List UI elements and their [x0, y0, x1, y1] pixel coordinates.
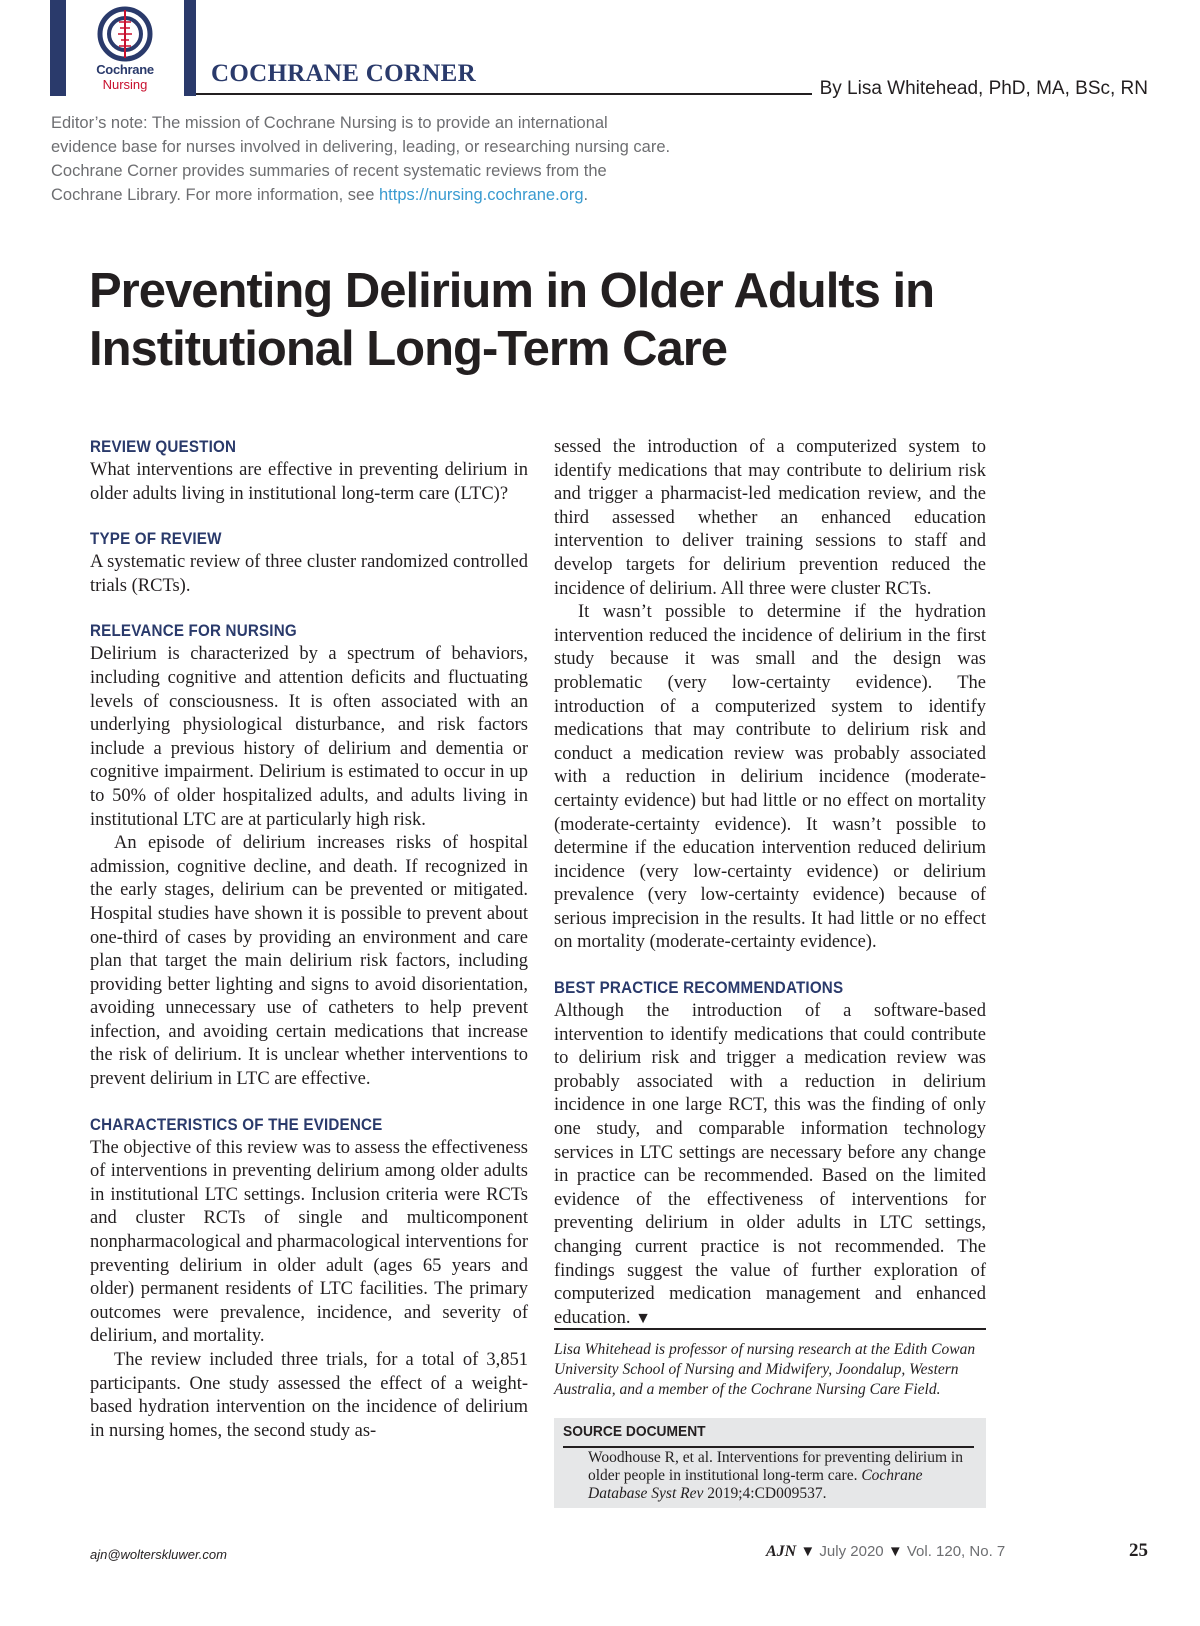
source-rule	[563, 1446, 974, 1448]
source-journal: Cochrane Database Syst Rev	[588, 1467, 923, 1502]
review-question-text: What interventions are effective in preventing delirium in older adults living in institutional long-term care (LTC)?	[90, 460, 528, 504]
author-bio: Lisa Whitehead is professor of nursing research at the Edith Cowan University School of Nursing and Midwifery, Joondalup, Western Australia, and a member of the Cochrane Nursing Care Field.	[554, 1341, 976, 1398]
end-of-article-icon: ▼	[635, 1309, 652, 1327]
section-label: COCHRANE CORNER	[211, 60, 476, 87]
best-practice-heading: BEST PRACTICE RECOMMENDATIONS	[554, 979, 844, 998]
cochrane-logo-icon	[80, 4, 170, 62]
editor-note-end: .	[583, 186, 589, 204]
left-column	[90, 436, 528, 1443]
editor-note-text: Editor’s note: The mission of Cochrane Nursing is to provide an international evidence base for nurses involved in delivering, leading, or researching nursing care. Cochrane Corner provides summaries of recent systematic reviews from the Cochrane Library. For more information, see	[51, 114, 671, 204]
triangle-icon: ▼	[800, 1543, 816, 1560]
relevance-paragraph-2: An episode of delirium increases risks of hospital admission, cognitive decline, and death. If recognized in the early stages, delirium can be prevented or mitigated. Hospital studies have shown it is possible to prevent about one-third of cases by providing an environment and care plan that target the main delirium risk factors, including providing better lighting and signs to avoid disorientation, avoiding unnecessary use of catheters to help prevent infection, and avoiding certain medications that increase the risk of delirium. It is unclear whether interventions to prevent delirium in LTC are effective.	[90, 833, 528, 1090]
source-reference: 2019;4:CD009537.	[703, 1485, 827, 1502]
relevance-paragraph-1: Delirium is characterized by a spectrum of behaviors, including cognitive and attention deficits and fluctuating levels of consciousness. It is often associated with an underlying physiological disturbance, and risk factors include a previous history of delirium and dementia or cognitive impairment. Delirium is estimated to occur in up to 50% of older hospitalized adults, and adults living in institutional LTC are at particularly high risk.	[90, 644, 528, 830]
type-of-review-heading: TYPE OF REVIEW	[90, 530, 222, 549]
source-citation	[588, 1449, 980, 1503]
triangle-icon-2: ▼	[887, 1543, 903, 1560]
characteristics-paragraph-1: The objective of this review was to assess the effectiveness of interventions in preventing delirium among older adults in institutional LTC settings. Inclusion criteria were RCTs and cluster RCTs of single and multicomponent nonpharmacological and pharmacological interventions for preventing delirium in older adult (ages 65 years and older) permanent residents of LTC facilities. The primary outcomes were prevalence, incidence, and severity of delirium, and mortality.	[90, 1137, 528, 1347]
journal-name: AJN	[766, 1543, 797, 1560]
continued-paragraph-2: It wasn’t possible to determine if the hydration intervention reduced the incidence of delirium in the first study because it was small and the design was problematic (very low-certainty evidence). The introduction of a computerized system to identify medications that may contribute to delirium risk and conduct a medication review was probably associated with a reduction in delirium incidence (moderate-certainty evidence) but had little or no effect on mortality (moderate-certainty evidence). It wasn’t possible to determine if the education intervention reduced delirium incidence (very low-certainty evidence) or delirium prevalence (very low-certainty evidence) because of serious imprecision in the results. It had little or no effect on mortality (moderate-certainty evidence).	[554, 602, 986, 953]
best-practice-body: Although the introduction of a software-based intervention to identify medications that could contribute to delirium risk and trigger a medication review was probably associated with a reduction in delirium incidence in one large RCT, this was the finding of only one study, and comparable information technology services in LTC settings are necessary before any change in practice can be recommended. Based on the limited evidence of the effectiveness of interventions for preventing delirium in older adults in LTC settings, changing current practice is not recommended. The findings suggest the value of further exploration of computerized medication management and enhanced education.	[554, 1001, 986, 1328]
characteristics-heading: CHARACTERISTICS OF THE EVIDENCE	[90, 1115, 383, 1134]
page-number: 25	[1129, 1540, 1148, 1561]
right-column	[554, 436, 986, 1330]
best-practice-text	[554, 1000, 986, 1330]
footer-email: ajn@wolterskluwer.com	[90, 1547, 227, 1562]
editor-note	[51, 111, 671, 207]
source-citation-text: Woodhouse R, et al. Interventions for preventing delirium in older people in institutional long-term care.	[588, 1449, 963, 1484]
article-title: Preventing Delirium in Older Adults in Institutional Long-Term Care	[89, 264, 935, 376]
cochrane-nursing-link[interactable]: https://nursing.cochrane.org	[379, 186, 584, 204]
relevance-heading: RELEVANCE FOR NURSING	[90, 622, 297, 641]
logo-text-nursing: Nursing	[102, 77, 148, 92]
header-rule	[196, 93, 812, 95]
logo-text-cochrane: Cochrane	[96, 62, 154, 77]
type-of-review-text: A systematic review of three cluster randomized controlled trials (RCTs).	[90, 552, 528, 596]
source-document-box	[554, 1418, 986, 1508]
characteristics-paragraph-2: The review included three trials, for a total of 3,851 participants. One study assessed the effect of a weight-based hydration intervention on the incidence of delirium in nursing homes, the second study as-	[90, 1350, 528, 1441]
bio-rule	[554, 1328, 986, 1330]
issue-date: July 2020	[815, 1543, 888, 1560]
review-question-heading: REVIEW QUESTION	[90, 438, 237, 456]
footer-journal-info	[766, 1543, 1005, 1561]
source-document-heading: SOURCE DOCUMENT	[563, 1423, 706, 1440]
continued-paragraph-1: sessed the introduction of a computerized system to identify medications that may contribute to delirium risk and trigger a pharmacist-led medication review, and the third assessed whether an enhanced education intervention to deliver training sessions to staff and develop targets for delirium prevention reduced the incidence of delirium. All three were cluster RCTs.	[554, 437, 986, 599]
volume: Vol. 120, No. 7	[902, 1543, 1006, 1560]
byline: By Lisa Whitehead, PhD, MA, BSc, RN	[819, 78, 1148, 99]
